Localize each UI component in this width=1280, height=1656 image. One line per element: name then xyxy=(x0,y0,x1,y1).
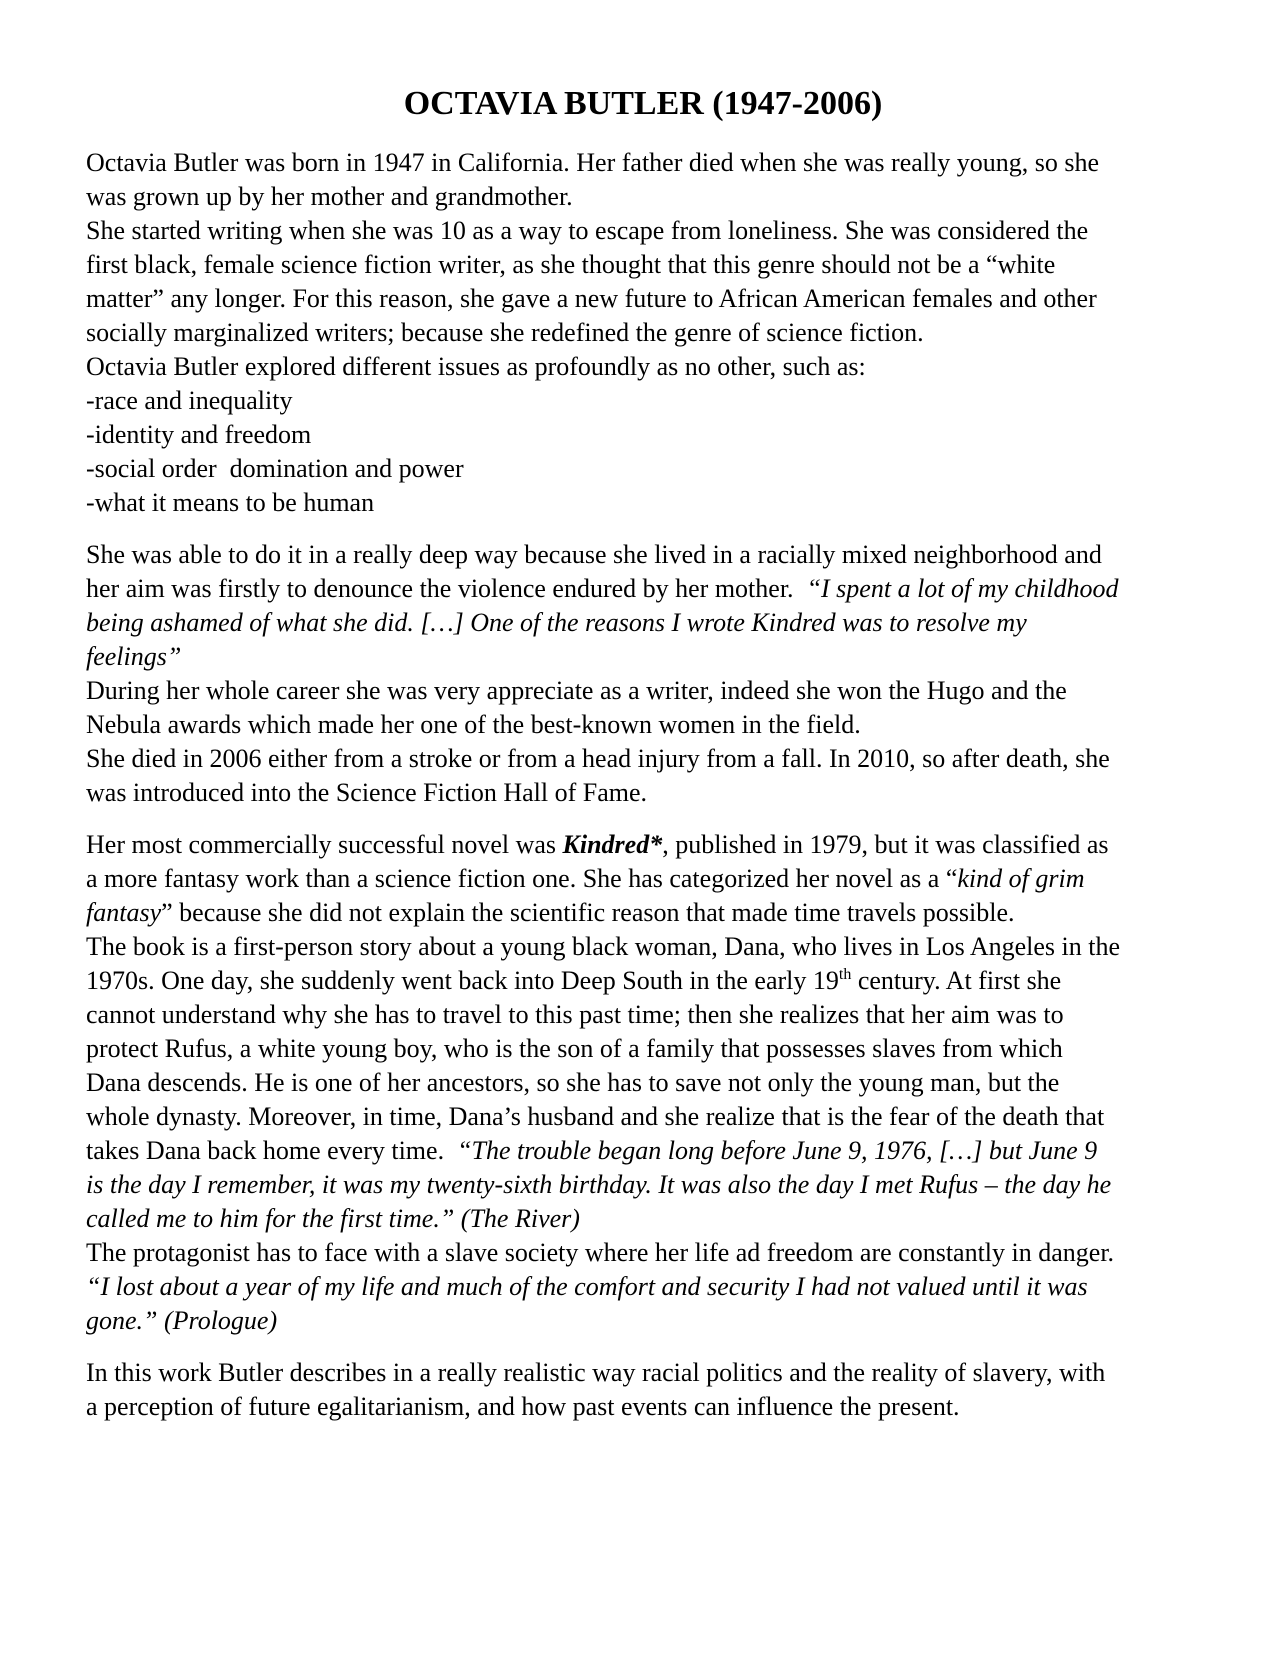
list-item: -identity and freedom xyxy=(86,420,312,449)
text-line: She started writing when she was 10 as a way to escape from loneliness. She was considered the xyxy=(86,216,1089,245)
text-line: She was able to do it in a really deep way because she lived in a racially mixed neighborhood and xyxy=(86,540,1102,569)
text-line: Nebula awards which made her one of the best-known women in the field. xyxy=(86,710,861,739)
text-span: century. At first she xyxy=(851,966,1062,995)
text-line: In this work Butler describes in a really realistic way racial politics and the reality of slavery, with xyxy=(86,1358,1106,1387)
list-item: -social order domination and power xyxy=(86,454,464,483)
text-span: Her most commercially successful novel was xyxy=(86,830,563,859)
text-span: ” because she did not explain the scientific reason that made time travels possible. xyxy=(161,898,1015,927)
text-span: a more fantasy work than a science fiction one. She has categorized her novel as a “ xyxy=(86,864,958,893)
quote-text: feelings” xyxy=(86,642,182,671)
document-page xyxy=(86,84,1186,1424)
text-line: The book is a first-person story about a young black woman, Dana, who lives in Los Angeles in the xyxy=(86,932,1121,961)
superscript: th xyxy=(838,966,852,983)
text-line: The protagonist has to face with a slave society where her life ad freedom are constantly in danger. xyxy=(86,1238,1115,1267)
text-line: During her whole career she was very appreciate as a writer, indeed she won the Hugo and the xyxy=(86,676,1067,705)
quote-text: “I spent a lot of my childhood xyxy=(806,574,1119,603)
text-line: was grown up by her mother and grandmother. xyxy=(86,182,573,211)
text-line: was introduced into the Science Fiction Hall of Fame. xyxy=(86,778,648,807)
list-item: -race and inequality xyxy=(86,386,293,415)
paragraph-influences xyxy=(86,538,1186,810)
paragraph-biography xyxy=(86,146,1186,520)
text-line: cannot understand why she has to travel to this past time; then she realizes that her aim was to xyxy=(86,1000,1064,1029)
text-line: Dana descends. He is one of her ancestors, so she has to save not only the young man, but the xyxy=(86,1068,1060,1097)
text-line xyxy=(86,896,1186,930)
page-title: OCTAVIA BUTLER (1947-2006) xyxy=(403,85,883,122)
text-line xyxy=(86,828,1186,862)
text-line xyxy=(86,964,1186,998)
text-line: first black, female science fiction writer, as she thought that this genre should not be a “white xyxy=(86,250,1056,279)
text-line xyxy=(86,1134,1186,1168)
quote-text: gone.” (Prologue) xyxy=(86,1306,278,1335)
quote-text: kind of grim xyxy=(957,864,1085,893)
text-line: protect Rufus, a white young boy, who is the son of a family that possesses slaves from which xyxy=(86,1034,1063,1063)
text-line xyxy=(86,572,1186,606)
text-line: Octavia Butler was born in 1947 in California. Her father died when she was really young, so she xyxy=(86,148,1100,177)
text-line: a perception of future egalitarianism, and how past events can influence the present. xyxy=(86,1392,960,1421)
book-title: Kindred* xyxy=(562,830,663,859)
paragraph-kindred xyxy=(86,828,1186,1338)
text-line: Octavia Butler explored different issues as profoundly as no other, such as: xyxy=(86,352,866,381)
text-span: , published in 1979, but it was classified as xyxy=(662,830,1109,859)
quote-text: is the day I remember, it was my twenty-sixth birthday. It was also the day I met Rufus – the day he xyxy=(86,1170,1112,1199)
text-line: matter” any longer. For this reason, she gave a new future to African American females and other xyxy=(86,284,1097,313)
quote-text: fantasy xyxy=(86,898,162,927)
text-line: She died in 2006 either from a stroke or from a head injury from a fall. In 2010, so after death, she xyxy=(86,744,1110,773)
quote-text: called me to him for the first time.” (The River) xyxy=(86,1204,580,1233)
text-span: 1970s. One day, she suddenly went back into Deep South in the early 19 xyxy=(86,966,839,995)
list-item: -what it means to be human xyxy=(86,488,375,517)
quote-text: “The trouble began long before June 9, 1976, […] but June 9 xyxy=(457,1136,1098,1165)
text-line xyxy=(86,862,1186,896)
quote-text: being ashamed of what she did. […] One of the reasons I wrote Kindred was to resolve my xyxy=(86,608,1027,637)
text-line: socially marginalized writers; because she redefined the genre of science fiction. xyxy=(86,318,924,347)
quote-text: “I lost about a year of my life and much of the comfort and security I had not valued until it was xyxy=(86,1272,1088,1301)
text-line: whole dynasty. Moreover, in time, Dana’s husband and she realize that is the fear of the death that xyxy=(86,1102,1105,1131)
paragraph-conclusion xyxy=(86,1356,1186,1424)
text-span: her aim was firstly to denounce the violence endured by her mother. xyxy=(86,574,807,603)
text-span: takes Dana back home every time. xyxy=(86,1136,458,1165)
